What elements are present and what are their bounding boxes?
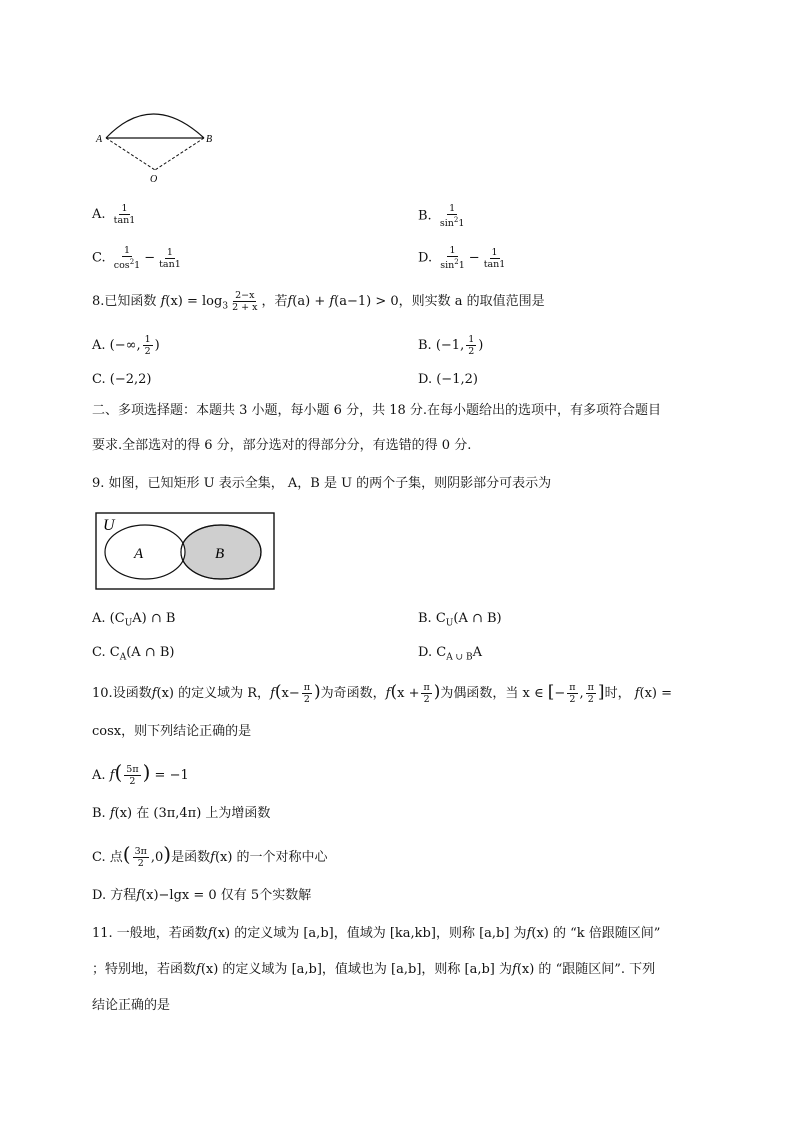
q10-option-c[interactable]: C. 点( $\frac{3\pi}{2}$ ,0)是函数f(x) 的一个对称中心 [92, 842, 328, 869]
q10-option-a[interactable]: A. f( $\frac{5\pi}{2}$ ) = −1 [92, 760, 189, 787]
q8-option-c[interactable]: C. (−2,2) [92, 372, 152, 387]
q9-option-d[interactable]: D. $C_{A \cup B}A$ [418, 645, 482, 663]
q8-stem: 8.已知函数 $f(x) = \log_3$ $\frac{2-x}{2 + x}$ ，若f(a) + f(a−1) > 0，则实数 a 的取值范围是 [92, 290, 545, 313]
q11-stem-line1: 11. 一般地，若函数f(x) 的定义域为 [a,b]，值域为 [ka,kb]，则称 [a,b] 为f(x) 的 “k 倍跟随区间” [92, 926, 661, 941]
q8-option-d[interactable]: D. (−1,2) [418, 372, 478, 387]
section2-line1: 二、多项选择题：本题共 3 小题，每小题 6 分，共 18 分.在每小题给出的选项中，有多项符合题目 [92, 403, 662, 418]
q8-option-a[interactable]: A. (−∞, $\frac{1}{2}$ ) [92, 334, 160, 357]
q7-option-a[interactable]: A. $\frac{1}{\tan 1}$ [92, 203, 136, 226]
arc-ab [106, 114, 204, 138]
a-label: A [134, 546, 144, 562]
radius-ob [155, 138, 204, 170]
q9-option-a[interactable]: A. $(C_UA)$ ∩ B [92, 611, 176, 629]
q11-stem-line2: ；特别地，若函数f(x) 的定义域为 [a,b]，值域也为 [a,b]，则称 [a,b] 为f(x) 的 “跟随区间”. 下列 [92, 962, 656, 977]
q7-option-b[interactable]: B. $\frac{1}{\sin^21}$ [418, 203, 465, 230]
q9-option-c[interactable]: C. $C_A(A$ ∩ B) [92, 645, 175, 663]
radius-oa [106, 138, 155, 170]
q9-stem: 9. 如图，已知矩形 U 表示全集， A，B 是 U 的两个子集，则阴影部分可表示为 [92, 476, 552, 491]
q11-stem-line3: 结论正确的是 [92, 998, 171, 1013]
q7-option-c[interactable]: C. $\frac{1}{\cos^21}$ − $\frac{1}{\tan 1}$ [92, 245, 181, 272]
label-o: O [150, 174, 158, 185]
venn-diagram [95, 512, 277, 592]
q10-option-d[interactable]: D. 方程f(x)−lgx = 0 仅有 5个实数解 [92, 888, 312, 903]
arc-sector-figure [92, 100, 222, 190]
q10-option-b[interactable]: B. f(x) 在 (3π,4π) 上为增函数 [92, 806, 271, 821]
q10-stem-line1: 10.设函数f(x) 的定义域为 R，f(x− $\frac{\pi}{2}$ )为奇函数，f(x + $\frac{\pi}{2}$ )为偶函数，当 x ∈ [− $\frac{\pi}{2}$ , $\frac{\pi}{2}$ ]时， f(x) = [92, 682, 673, 705]
q10-stem-line2: cosx，则下列结论正确的是 [92, 724, 252, 739]
label-a: A [96, 134, 103, 145]
label-b: B [206, 134, 213, 145]
q8-option-b[interactable]: B. (−1, $\frac{1}{2}$ ) [418, 334, 484, 357]
b-label: B [215, 546, 225, 562]
section2-line2: 要求.全部选对的得 6 分，部分选对的得部分分，有选错的得 0 分. [92, 438, 472, 453]
u-label: U [103, 517, 115, 534]
q7-option-d[interactable]: D. $\frac{1}{\sin^21}$ − $\frac{1}{\tan 1}$ [418, 245, 506, 272]
q9-option-b[interactable]: B. $C_U(A$ ∩ B) [418, 611, 502, 629]
